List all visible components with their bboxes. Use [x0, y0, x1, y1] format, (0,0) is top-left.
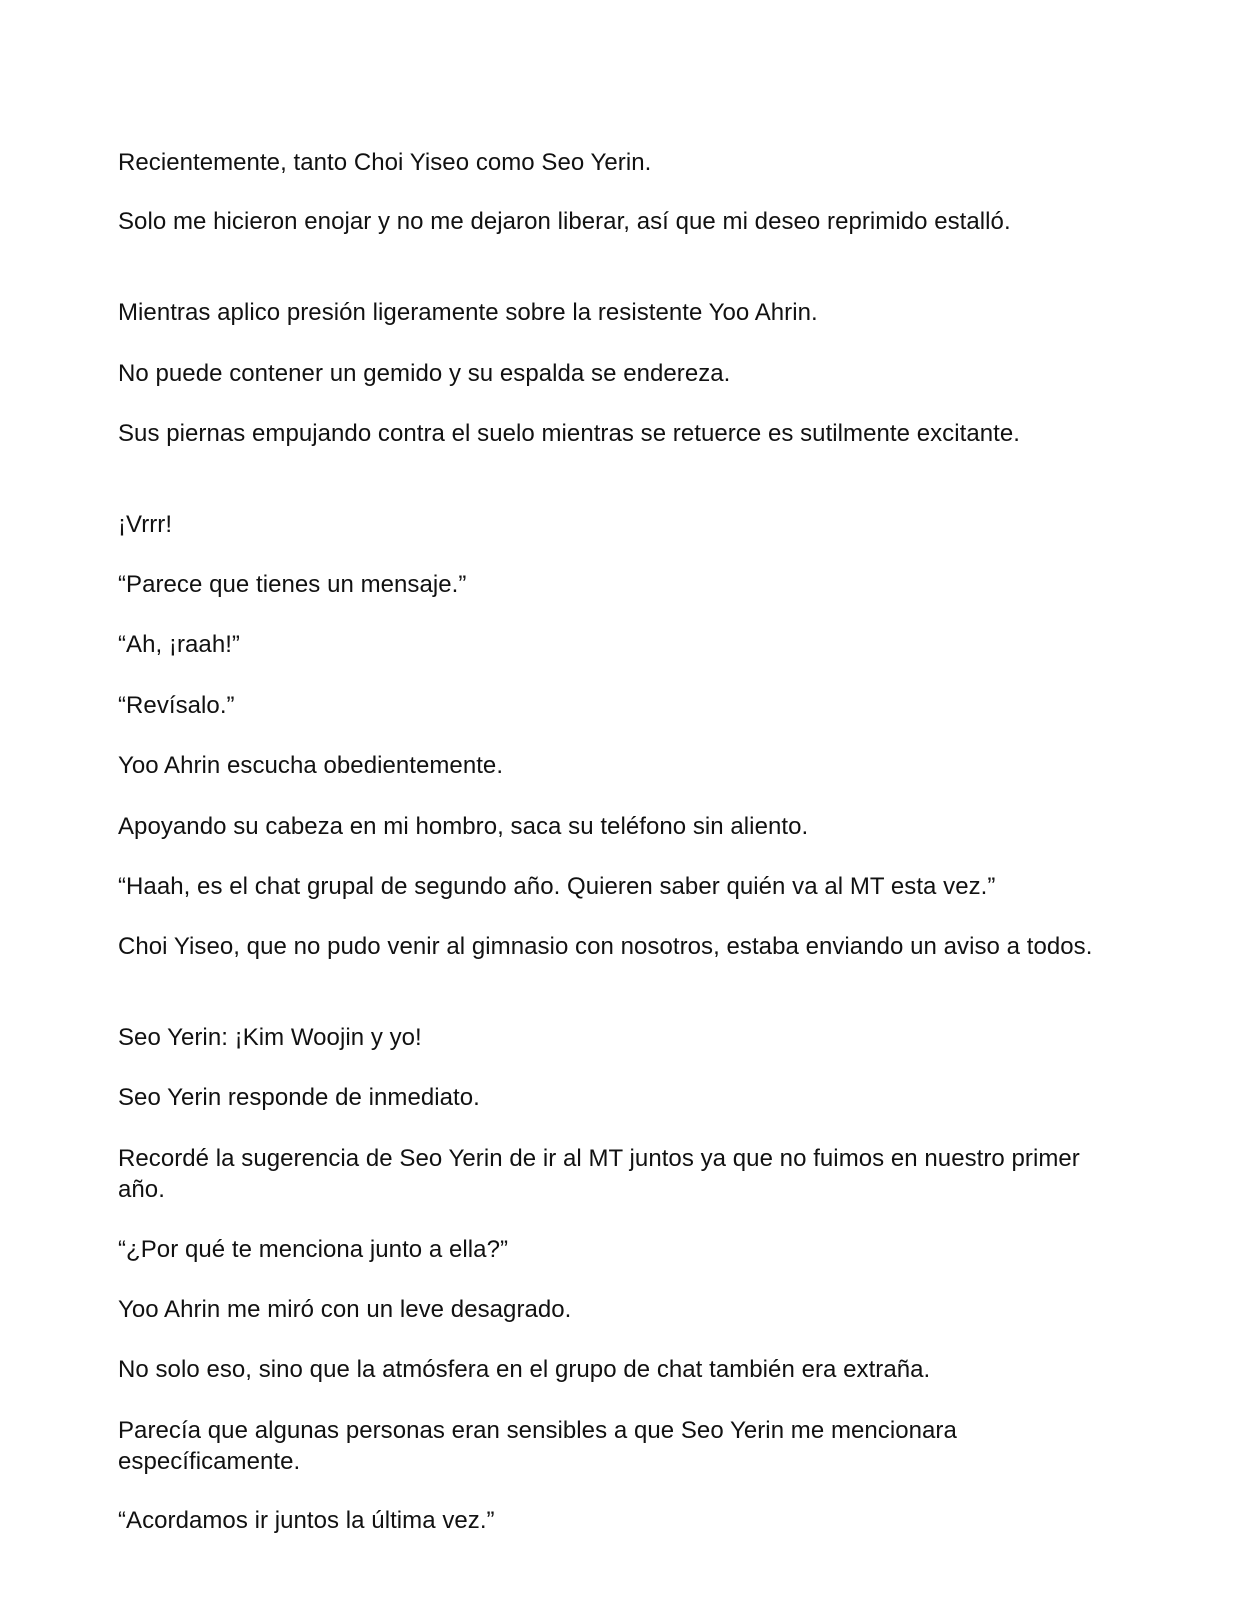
- paragraph: Seo Yerin: ¡Kim Woojin y yo!: [118, 1024, 422, 1051]
- paragraph: Recientemente, tanto Choi Yiseo como Seo Yerin.: [118, 149, 652, 176]
- paragraph: Seo Yerin responde de inmediato.: [118, 1084, 480, 1111]
- paragraph: Solo me hicieron enojar y no me dejaron liberar, así que mi deseo reprimido estalló.: [118, 208, 1011, 235]
- paragraph: Apoyando su cabeza en mi hombro, saca su teléfono sin aliento.: [118, 813, 809, 840]
- paragraph: No solo eso, sino que la atmósfera en el grupo de chat también era extraña.: [118, 1356, 931, 1383]
- paragraph: “Ah, ¡raah!”: [118, 631, 240, 658]
- paragraph: ¡Vrrr!: [118, 511, 173, 538]
- paragraph: Recordé la sugerencia de Seo Yerin de ir al MT juntos ya que no fuimos en nuestro primer año.: [118, 1145, 1080, 1203]
- paragraph: “Parece que tienes un mensaje.”: [118, 571, 467, 598]
- paragraph: “¿Por qué te menciona junto a ella?”: [118, 1236, 509, 1263]
- paragraph: “Revísalo.”: [118, 692, 235, 719]
- paragraph: Yoo Ahrin me miró con un leve desagrado.: [118, 1296, 572, 1323]
- paragraph: Sus piernas empujando contra el suelo mientras se retuerce es sutilmente excitante.: [118, 420, 1020, 447]
- paragraph: No puede contener un gemido y su espalda se endereza.: [118, 360, 731, 387]
- paragraph: Yoo Ahrin escucha obedientemente.: [118, 752, 504, 779]
- paragraph: “Haah, es el chat grupal de segundo año. Quieren saber quién va al MT esta vez.”: [118, 873, 996, 900]
- paragraph: Choi Yiseo, que no pudo venir al gimnasio con nosotros, estaba enviando un aviso a todos.: [118, 933, 1093, 960]
- paragraph: “Acordamos ir juntos la última vez.”: [118, 1507, 495, 1534]
- paragraph: Parecía que algunas personas eran sensibles a que Seo Yerin me mencionara específicamente.: [118, 1417, 957, 1475]
- paragraph: Mientras aplico presión ligeramente sobre la resistente Yoo Ahrin.: [118, 299, 818, 326]
